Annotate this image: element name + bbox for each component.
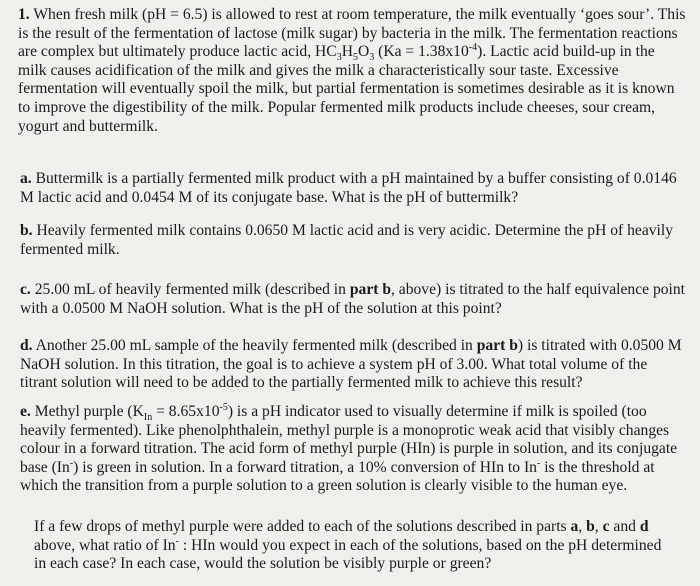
part-e-label: e. — [20, 403, 31, 420]
superscript: - — [69, 457, 74, 469]
part-ref-c: c — [602, 518, 610, 535]
intro-text: O — [357, 43, 370, 61]
superscript: -4 — [468, 42, 478, 53]
part-d-ref: part b — [476, 337, 518, 354]
question-number: 1. — [18, 6, 30, 23]
part-c-text: , above) is titrated to the half equivalence point with a 0.0500 M NaOH solution. What is the pH of the solution at this point? — [20, 281, 686, 317]
intro-text: (Ka = 1.38x10 — [374, 43, 469, 61]
part-c-text: 25.00 mL of heavily fermented milk (described in — [30, 281, 350, 298]
part-b — [20, 222, 688, 259]
intro-text: H — [341, 43, 353, 61]
superscript: - — [175, 535, 179, 547]
subscript: In — [143, 412, 153, 424]
part-e-text: = 8.65x10 — [152, 403, 220, 420]
final-text: If a few drops of methyl purple were added to each of the solutions described in parts — [34, 518, 571, 535]
part-e-text: is the threshold at which the transition from a purple solution to a green solution is clearly visible to the human eye. — [20, 458, 655, 495]
subscript: 3 — [336, 52, 342, 64]
separator: , — [578, 518, 587, 535]
superscript: - — [536, 457, 541, 469]
final-text: and — [609, 518, 640, 535]
intro-text: When fresh milk (pH = 6.5) is allowed to rest at room temperature, the milk eventually ‘goes sour’. This is the result of the fermentation of lactose (milk sugar) by bacteria in the milk. The fermentation reactions are complex but ultimately produce lactic acid, HC — [18, 6, 686, 61]
part-b-text: Heavily fermented milk contains 0.0650 M lactic acid and is very acidic. Determine the pH of heavily fermented milk. — [20, 222, 674, 258]
part-c-ref: part b — [349, 281, 391, 298]
part-e-text: ) is a pH indicator used to visually determine if milk is spoiled (too heavily fermented). Like phenolphthalein, methyl purple is a monoprotic weak acid that visibly changes colour in a forward titration. The acid form of methyl purple (HIn) is purple in solution, and its conjugate base (In — [20, 403, 678, 476]
intro-text: ). Lactic acid build-up in the milk causes acidification of the milk and gives the milk a characteristically sour taste. Excessive fermentation will eventually spoil the milk, but partial fermentation is sometimes desirable as it is known to improve the digestibility of the milk. Popular fermented milk products include cheeses, sour cream, yogurt and buttermilk. — [18, 43, 675, 135]
part-d-text: Another 25.00 mL sample of the heavily fermented milk (described in — [32, 337, 477, 354]
part-ref-d: d — [639, 518, 649, 535]
final-text: : HIn would you expect in each of the solutions, based on the pH determined in each case? In each case, would the solution be visibly purple or green? — [34, 536, 662, 573]
final-text: above, what ratio of In — [34, 536, 176, 554]
subscript: 5 — [352, 52, 358, 64]
part-a-text: Buttermilk is a partially fermented milk product with a pH maintained by a buffer consisting of 0.0146 M lactic acid and 0.0454 M of its conjugate base. What is the pH of buttermilk? — [20, 170, 677, 206]
part-d — [20, 337, 688, 393]
part-d-label: d. — [20, 337, 33, 354]
part-e — [20, 403, 688, 496]
part-d-text: ) is titrated with 0.0500 M NaOH solution. In this titration, the goal is to achieve a system pH of 3.00. What total volume of the titrant solution will need to be added to the partially fermented milk to achieve this result? — [20, 337, 682, 392]
part-a-label: a. — [20, 170, 32, 187]
part-a — [20, 170, 688, 207]
part-e-text: Methyl purple (K — [30, 403, 144, 420]
part-e-text: ) is green in solution. In a forward titration, a 10% conversion of HIn to In — [73, 458, 537, 476]
part-c — [20, 281, 688, 318]
subscript: 3 — [369, 52, 375, 64]
part-ref-a: a — [570, 518, 579, 535]
part-c-label: c. — [20, 281, 31, 298]
superscript: -5 — [219, 401, 228, 413]
final-question — [34, 518, 674, 574]
separator: , — [594, 518, 603, 535]
question-intro — [18, 6, 686, 136]
part-b-label: b. — [20, 222, 33, 239]
part-ref-b: b — [586, 518, 595, 535]
